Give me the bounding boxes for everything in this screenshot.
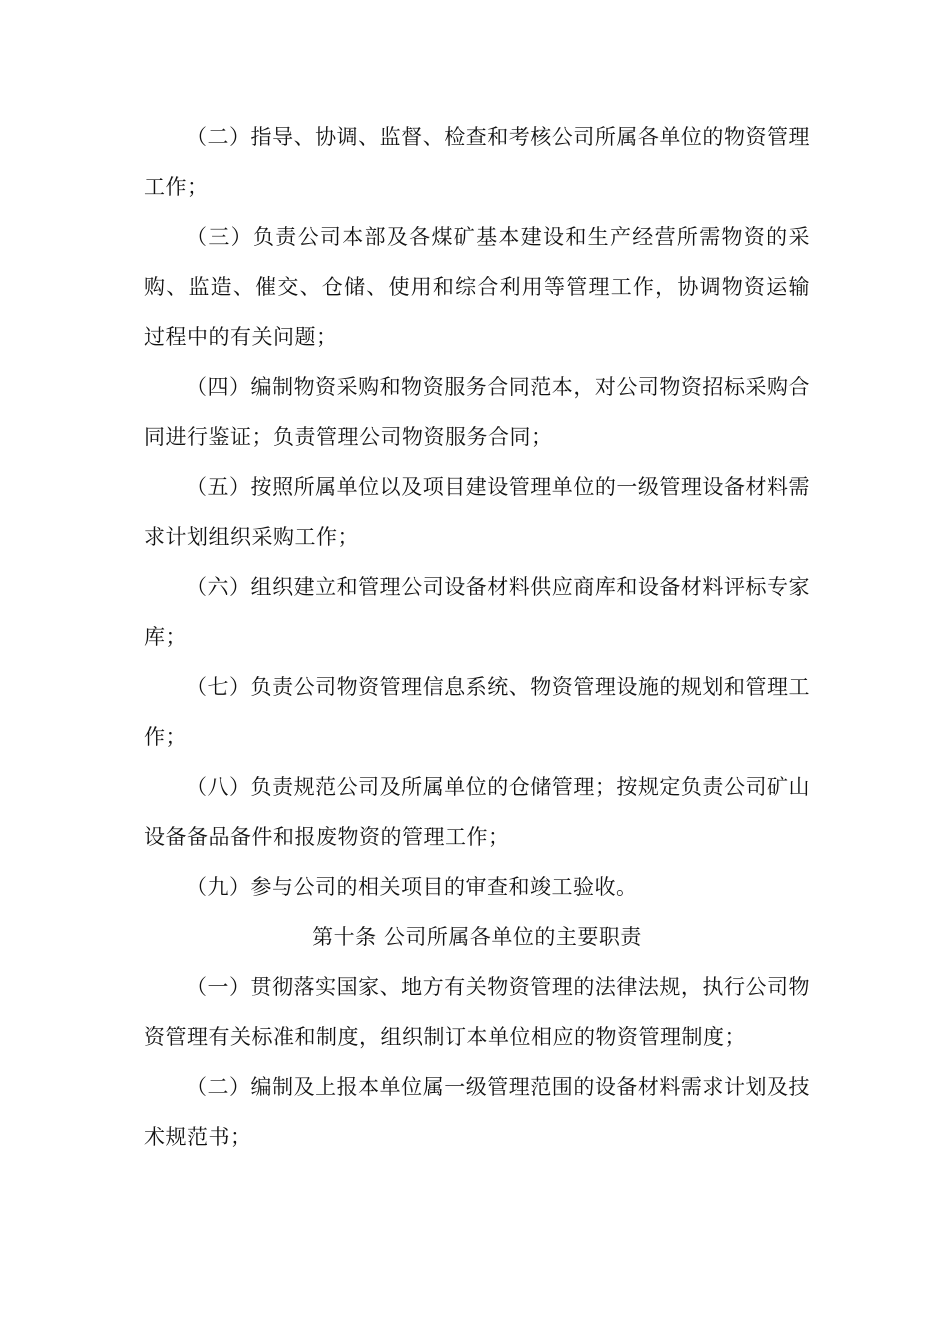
duty-item-7: （七）负责公司物资管理信息系统、物资管理设施的规划和管理工作；	[144, 675, 810, 749]
document-body	[144, 112, 810, 1162]
unit-duty-item-2: （二）编制及上报本单位属一级管理范围的设备材料需求计划及技术规范书；	[144, 1075, 810, 1149]
unit-duty-item-1: （一）贯彻落实国家、地方有关物资管理的法律法规，执行公司物资管理有关标准和制度，组织制订本单位相应的物资管理制度；	[144, 975, 810, 1049]
duty-item-8: （八）负责规范公司及所属单位的仓储管理；按规定负责公司矿山设备备品备件和报废物资的管理工作；	[144, 775, 810, 849]
duty-item-4: （四）编制物资采购和物资服务合同范本，对公司物资招标采购合同进行鉴证；负责管理公司物资服务合同；	[144, 375, 810, 449]
article-10-heading: 第十条 公司所属各单位的主要职责	[312, 925, 642, 949]
duty-item-9: （九）参与公司的相关项目的审查和竣工验收。	[186, 875, 638, 899]
duty-item-5: （五）按照所属单位以及项目建设管理单位的一级管理设备材料需求计划组织采购工作；	[144, 475, 810, 549]
duty-item-2: （二）指导、协调、监督、检查和考核公司所属各单位的物资管理工作；	[144, 125, 810, 199]
duty-item-6: （六）组织建立和管理公司设备材料供应商库和设备材料评标专家库；	[144, 575, 810, 649]
duty-item-3: （三）负责公司本部及各煤矿基本建设和生产经营所需物资的采购、监造、催交、仓储、使用和综合利用等管理工作，协调物资运输过程中的有关问题；	[144, 225, 810, 349]
